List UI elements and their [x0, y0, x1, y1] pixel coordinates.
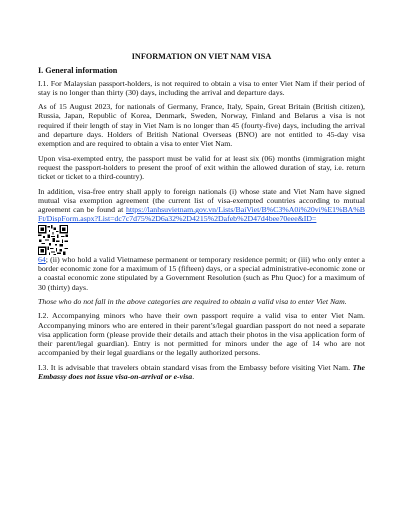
- embassy-no-evisa-note: The Embassy does not issue visa-on-arrival or e-visa: [38, 362, 365, 382]
- paragraph-visa-required-note: Those who do not fall in the above categories are required to obtain a valid visa to enter Viet Nam.: [38, 296, 347, 306]
- qr-row: [38, 225, 365, 255]
- standard-visas-end: .: [192, 372, 195, 382]
- paragraph-standard-visas: [38, 363, 365, 382]
- paragraph-malaysian-passport: I.1. For Malaysian passport-holders, is not required to obtain a visa to enter Viet Nam if their period of stay is no longer than thirty (30) days, including the arrival and departure days.: [38, 78, 365, 97]
- visa-free-categories-text: ; (ii) who hold a valid Vietnamese permanent or temporary residence permit; or (iii) who only enter a border economic zone for a maximum of 15 (fifteen) days, or a special administrative-economic zone or a coastal economic zone stipulated by a Government Resolution (such as Phu Quoc) for a maximum of 30 (thirty) days.: [38, 254, 365, 292]
- standard-visas-text: I.3. It is advisable that travelers obtain standard visas from the Embassy before visiting Viet Nam.: [38, 362, 353, 372]
- section-heading: I. General information: [38, 66, 118, 76]
- paragraph-visa-free-categories: [38, 255, 365, 292]
- paragraph-accompanying-minors: I.2. Accompanying minors who have their own passport require a valid visa to enter Viet Nam. Accompanying minors who are entered in their parent’s/legal guardian passport do not need a separate visa application form (please provide their details and attach their photos in the visa application form of their parent/legal guardian). Entry is not permitted for minors under the age of 14 who are not accompanied by their legal guardians or the legally authorized persons.: [38, 311, 365, 358]
- qr-code-icon: [38, 225, 68, 255]
- document-page: [38, 52, 365, 386]
- paragraph-visa-free-entry: [38, 187, 365, 224]
- paragraph-passport-validity: Upon visa-exempted entry, the passport must be valid for at least six (06) months (immigration might request the passport-holders to present the proof of exit within the allowed duration of stay, i.e. return ticket or ticket to a third-country).: [38, 153, 365, 182]
- document-title: INFORMATION ON VIET NAM VISA: [131, 52, 272, 61]
- visa-exemption-list-link-tail[interactable]: 64: [38, 254, 46, 264]
- visa-exemption-list-link[interactable]: https://lanhsuvietnam.gov.vn/Lists/BaiViet/B%C3%A0i%20vi%E1%BA%BFt/DispForm.aspx?List=dc7c7d75%2D6a32%2D4215%2Dafeb%2D47d4bee70eee&ID=: [38, 205, 365, 224]
- visa-free-entry-text: In addition, visa-free entry shall apply to foreign nationals (i) whose state and Viet Nam have signed mutual visa exemption agreement (the current list of visa-exempted countries according to mutual agreement can be found at: [38, 186, 365, 215]
- paragraph-45-day-exemption: As of 15 August 2023, for nationals of Germany, France, Italy, Spain, Great Britain (British citizen), Russia, Japan, Republic of Korea, Denmark, Sweden, Norway, Finland and Belarus a visa is not required if their length of stay in Viet Nam is no longer than 45 (fourty-five) days, including the arrival and departure days. Holders of British National Overseas (BNO) are not entitled to 45-day visa exemption and are required to obtain a visa to enter Viet Nam.: [38, 102, 365, 149]
